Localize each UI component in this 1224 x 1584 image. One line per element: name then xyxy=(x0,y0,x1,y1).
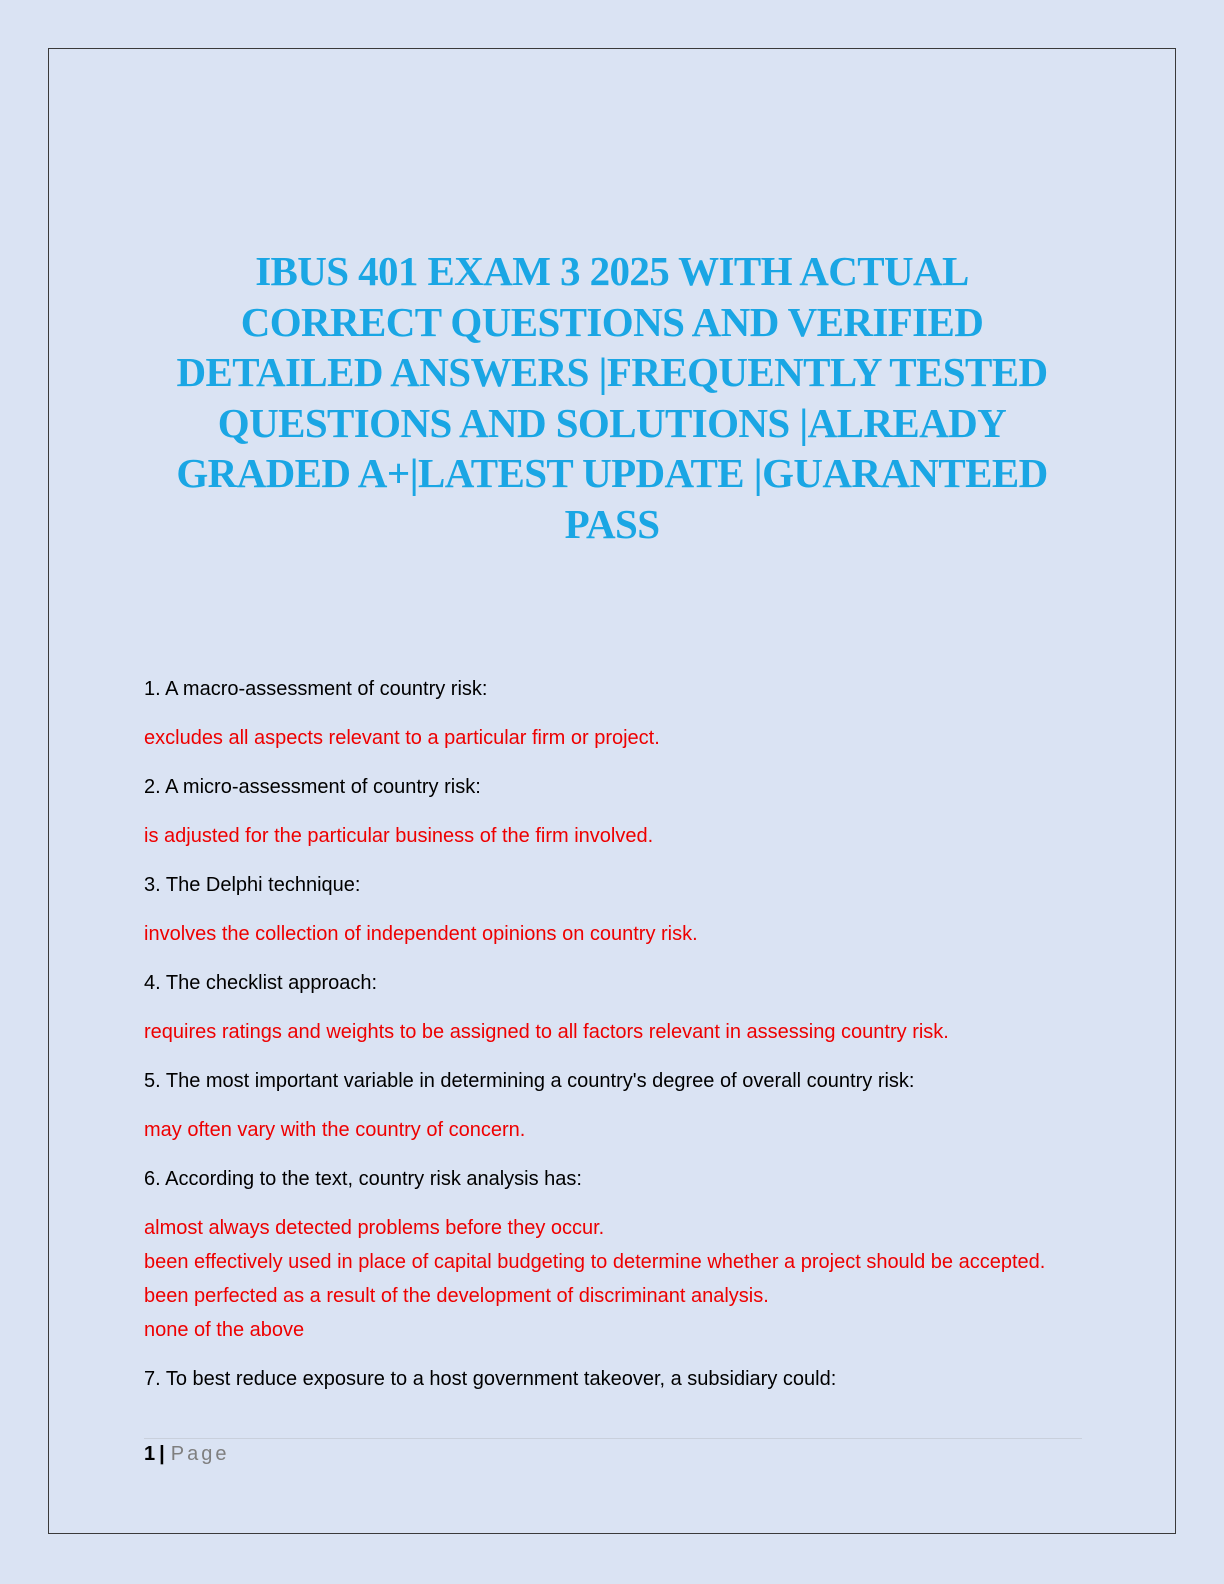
page-label: Page xyxy=(170,1443,230,1465)
answer-line: requires ratings and weights to be assigned to all factors relevant in assessing country risk. xyxy=(144,1021,949,1043)
answer-line: been perfected as a result of the development of discriminant analysis. xyxy=(144,1285,769,1307)
answer-text xyxy=(144,1211,1084,1347)
question-text: 6. According to the text, country risk analysis has: xyxy=(144,1168,582,1190)
answer-line: involves the collection of independent opinions on country risk. xyxy=(144,923,698,945)
question-text: 7. To best reduce exposure to a host government takeover, a subsidiary could: xyxy=(144,1368,837,1390)
question-text: 1. A macro-assessment of country risk: xyxy=(144,678,488,700)
answer-text xyxy=(144,1015,1084,1049)
title-line: DETAILED ANSWERS |FREQUENTLY TESTED xyxy=(176,349,1048,395)
footer-separator: | xyxy=(159,1443,165,1465)
question-text: 2. A micro-assessment of country risk: xyxy=(144,776,481,798)
page-number: 1 xyxy=(144,1443,156,1465)
title-line: IBUS 401 EXAM 3 2025 WITH ACTUAL xyxy=(255,248,969,294)
title-line: GRADED A+|LATEST UPDATE |GUARANTEED xyxy=(176,450,1048,496)
answer-line: is adjusted for the particular business of the firm involved. xyxy=(144,825,654,847)
answer-line: may often vary with the country of concern. xyxy=(144,1119,526,1141)
title-line: PASS xyxy=(564,500,660,547)
answer-text xyxy=(144,721,1084,755)
footer-divider xyxy=(144,1438,1082,1439)
answer-text xyxy=(144,1113,1084,1147)
question-text: 3. The Delphi technique: xyxy=(144,874,361,896)
title-line: QUESTIONS AND SOLUTIONS |ALREADY xyxy=(217,399,1007,446)
title-line: CORRECT QUESTIONS AND VERIFIED xyxy=(240,298,984,345)
page-footer xyxy=(144,1440,229,1468)
answer-line: none of the above xyxy=(144,1319,305,1341)
question-list xyxy=(144,672,1084,1411)
question-text: 5. The most important variable in determining a country's degree of overall country risk: xyxy=(144,1070,915,1092)
answer-line: almost always detected problems before they occur. xyxy=(144,1217,605,1239)
answer-line: excludes all aspects relevant to a particular firm or project. xyxy=(144,727,660,749)
document-title xyxy=(130,246,1094,549)
question-text: 4. The checklist approach: xyxy=(144,972,378,994)
answer-text xyxy=(144,819,1084,853)
answer-text xyxy=(144,917,1084,951)
answer-line: been effectively used in place of capital budgeting to determine whether a project should be accepted. xyxy=(144,1251,1046,1273)
